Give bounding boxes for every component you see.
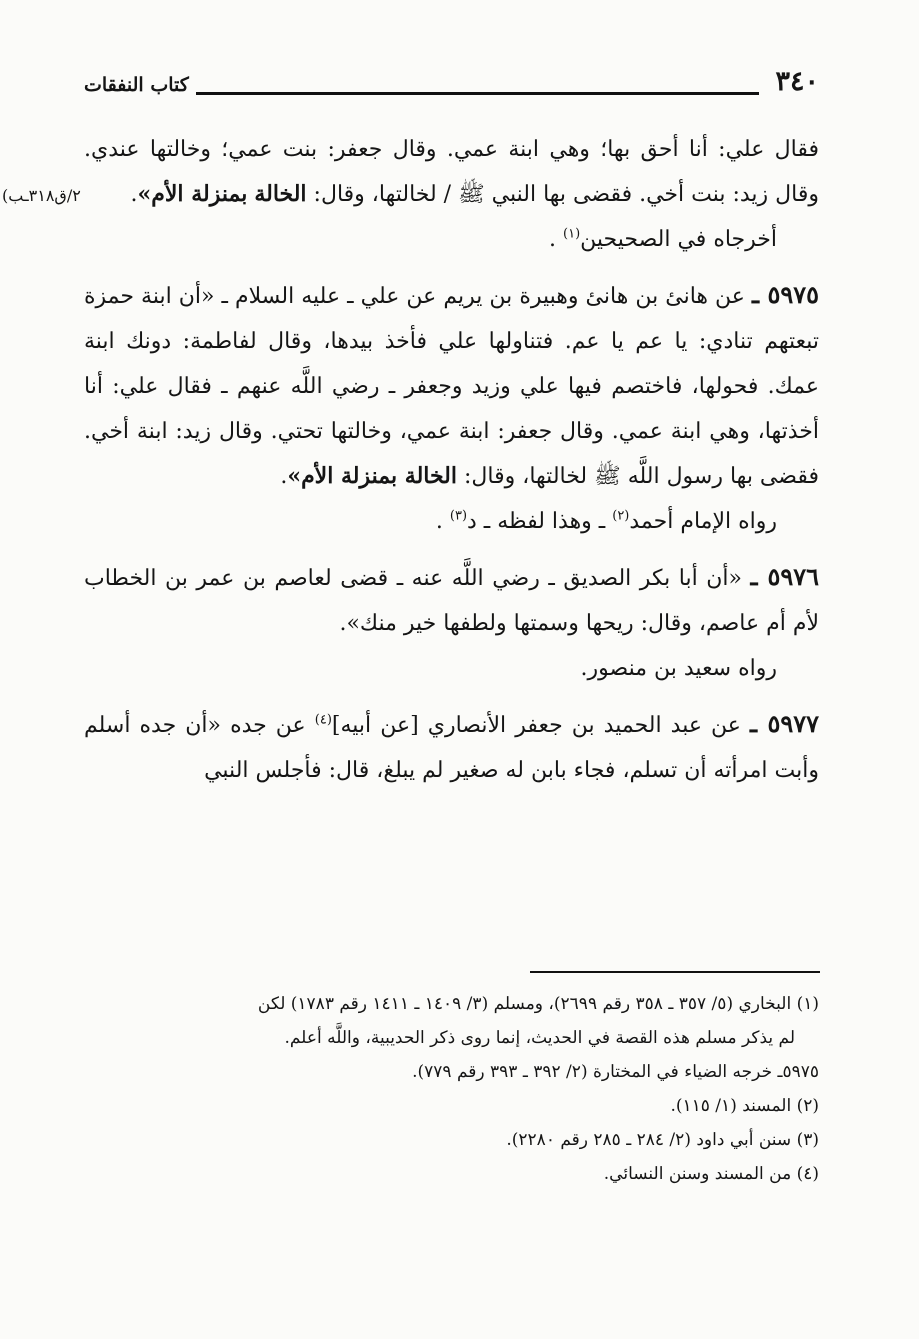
footnote-ref: (٣) xyxy=(449,508,468,524)
book-title: كتاب النفقات xyxy=(84,74,189,96)
hadith-source: أخرجاه في الصحيحين$^{(١)}$ . xyxy=(549,226,777,252)
main-text xyxy=(84,127,819,793)
hadith-number: ٥٩٧٥ ـ xyxy=(751,280,819,309)
footnote-ref: (٢) xyxy=(612,508,630,524)
footnote: (٤) من المسند وسنن النسائي. xyxy=(603,1164,819,1184)
footnote: (١) البخاري (٥/ ٣٥٧ ـ ٣٥٨ رقم ٢٦٩٩)، ومسلم (٣/ ١٤٠٩ ـ ١٤١١ رقم ١٧٨٣) لكن xyxy=(257,994,819,1014)
header-rule xyxy=(196,92,759,95)
footnote: (٣) سنن أبي داود (٢/ ٢٨٤ ـ ٢٨٥ رقم ٢٢٨٠). xyxy=(506,1130,819,1150)
hadith-5976: ٥٩٧٦ ـ «أن أبا بكر الصديق ـ رضي اللَّه عنه ـ قضى لعاصم بن عمر بن الخطاب لأم أم عاصم، وقال: ريحها وسمتها ولطفها خير منك». xyxy=(84,562,820,636)
footnotes xyxy=(84,987,819,1191)
hadith-5975: ٥٩٧٥ ـ عن هانئ بن هانئ وهبيرة بن يريم عن علي ـ عليه السلام ـ «أن ابنة حمزة تبعتهم تنادي: يا عم يا عم. فتناولها علي فأخذ بيدها، وقال لفاطمة: دونك ابنة عمك. فحولها، فاختصم فيها علي وزيد وجعفر ـ رضي اللَّه عنهم ـ فقال علي: أنا أخذتها، وهي ابنة عمي. وقال جعفر: ابنة عمي، وخالتها تحتي. وقال زيد: ابنة أخي. فقضى بها رسول اللَّه ﷺ لخالتها، وقال: الخالة بمنزلة الأم». xyxy=(84,280,819,489)
text-line: فقال علي: أنا أحق بها؛ وهي ابنة عمي. وقال جعفر: بنت عمي؛ وخالتها عندي. وقال زيد: بنت أخي. فقضى بها النبي ﷺ / لخالتها، وقال: الخالة بمنزلة الأم». xyxy=(84,137,819,207)
manuscript-folio-note: ٢/ق٣١٨ـب) xyxy=(2,186,81,205)
page-number: ٣٤٠ xyxy=(775,66,819,97)
hadith-source: رواه سعيد بن منصور. xyxy=(580,656,777,681)
footnote: ٥٩٧٥ـ خرجه الضياء في المختارة (٢/ ٣٩٢ ـ ٣٩٣ رقم ٧٧٩). xyxy=(412,1062,819,1082)
hadith-number: ٥٩٧٧ ـ xyxy=(750,709,820,738)
hadith-source: رواه الإمام أحمد$^{(٢)}$ ـ وهذا لفظه ـ د$^{(٣)}$ . xyxy=(435,508,777,534)
footnote-rule xyxy=(530,971,820,973)
footnote-continuation: لم يذكر مسلم هذه القصة في الحديث، إنما روى ذكر الحديبية، واللَّه أعلم. xyxy=(284,1028,795,1048)
running-header xyxy=(84,66,819,106)
footnote-ref: (٤) xyxy=(314,712,332,728)
hadith-5977: ٥٩٧٧ ـ عن عبد الحميد بن جعفر الأنصاري [عن أبيه]$^{(٤)}$ عن جده «أن جده أسلم وأبت امرأته أن تسلم، فجاء بابن له صغير لم يبلغ، قال: فأجلس النبي xyxy=(84,709,820,783)
footnote-ref: (١) xyxy=(563,226,581,242)
hadith-number: ٥٩٧٦ ـ xyxy=(750,562,820,591)
footnote: (٢) المسند (١/ ١١٥). xyxy=(670,1096,819,1116)
